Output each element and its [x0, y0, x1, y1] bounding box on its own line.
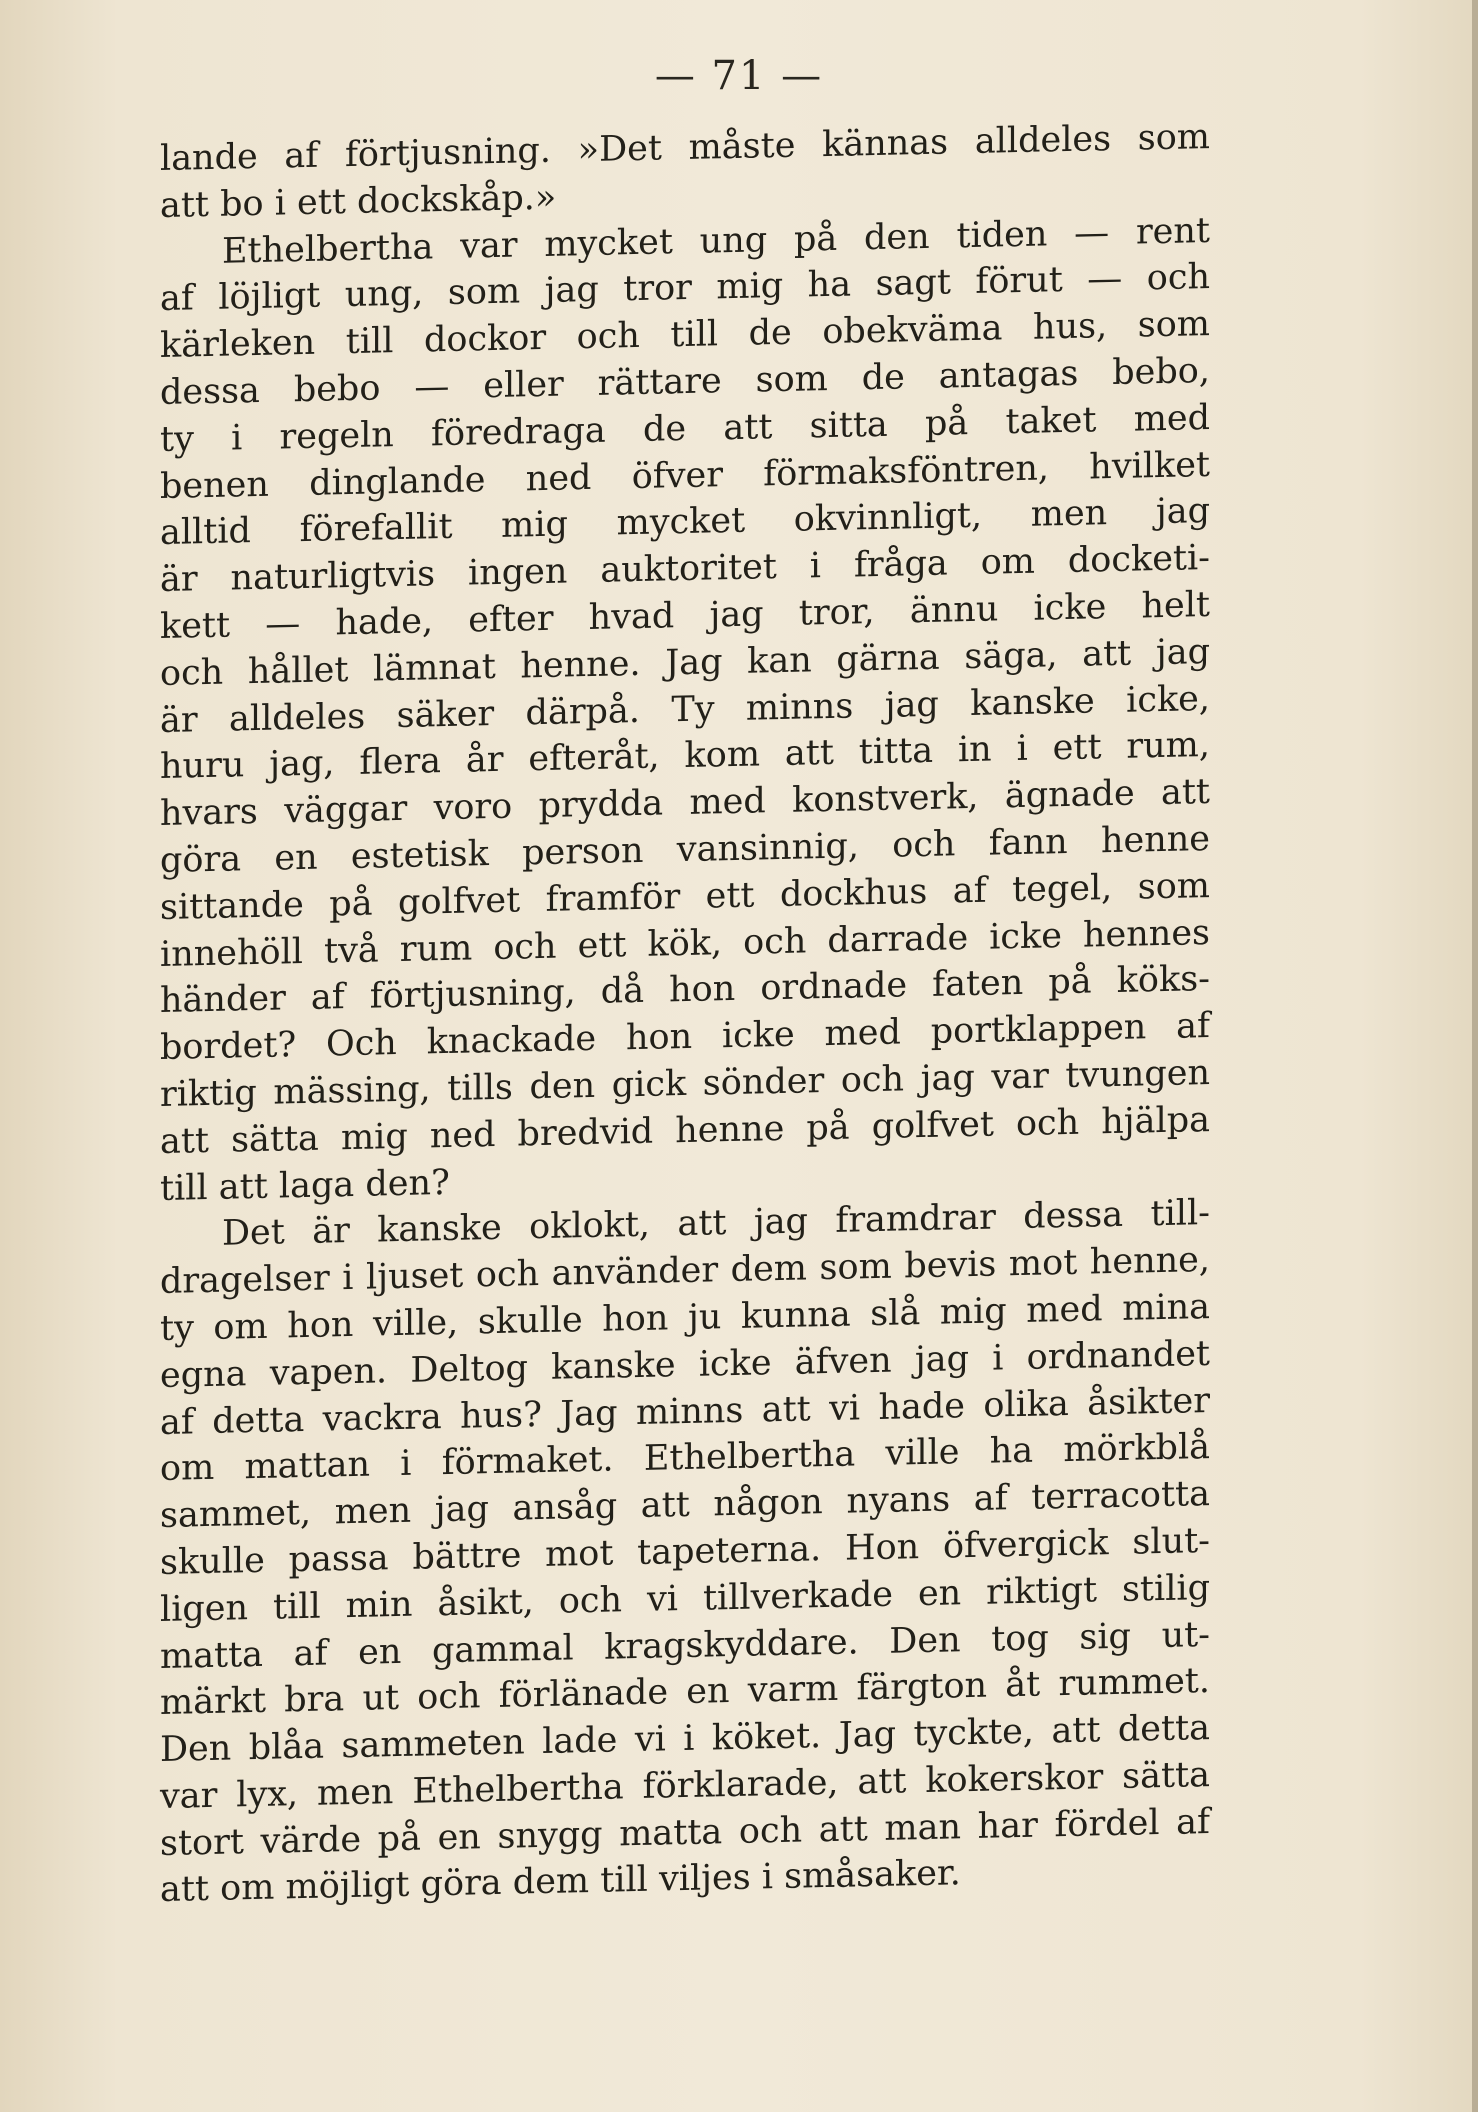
text-line: att bo i ett dockskåp.» — [160, 177, 557, 226]
text-line: huru jag, flera år efteråt, kom att titta in i ett rum, — [160, 725, 1210, 788]
text-line: att om möjligt göra dem till viljes i småsaker. — [160, 1853, 961, 1911]
text-line: benen dinglande ned öfver förmaksföntren, hvilket — [160, 444, 1210, 507]
text-line: ty i regeln föredraga de att sitta på taket med — [160, 397, 1210, 460]
text-line: om mattan i förmaket. Ethelbertha ville ha mörkblå — [160, 1427, 1210, 1490]
text-line: bordet? Och knackade hon icke med portklappen af — [160, 1006, 1210, 1069]
text-line: egna vapen. Deltog kanske icke äfven jag i ordnandet — [160, 1333, 1210, 1396]
text-line: dragelser i ljuset och använder dem som bevis mot henne, — [160, 1240, 1210, 1303]
text-line: till att laga den? — [160, 1162, 450, 1209]
paragraph-start-line: Ethelbertha var mycket ung på den tiden — rent — [222, 210, 1210, 272]
text-line: innehöll två rum och ett kök, och darrade icke hennes — [160, 912, 1210, 975]
text-line: af löjligt ung, som jag tror mig ha sagt förut — och — [160, 257, 1210, 320]
text-line: af detta vackra hus? Jag minns att vi hade olika åsikter — [160, 1380, 1210, 1443]
page-number: — 71 — — [654, 53, 824, 99]
text-line: Den blåa sammeten lade vi i köket. Jag tyckte, att detta — [160, 1708, 1210, 1771]
text-line: lande af förtjusning. »Det måste kännas alldeles som — [160, 117, 1210, 179]
text-line: skulle passa bättre mot tapeterna. Hon öfvergick slut- — [160, 1520, 1210, 1583]
text-line: göra en estetisk person vansinnig, och fann henne — [160, 818, 1210, 881]
text-line: alltid förefallit mig mycket okvinnligt, men jag — [160, 491, 1210, 554]
page-edge — [1472, 0, 1478, 2112]
text-line: och hållet lämnat henne. Jag kan gärna säga, att jag — [160, 631, 1210, 694]
text-line: sittande på golfvet framför ett dockhus af tegel, som — [160, 865, 1210, 928]
text-line: är naturligtvis ingen auktoritet i fråga om docketi- — [160, 538, 1210, 601]
text-line: händer af förtjusning, då hon ordnade faten på köks- — [160, 959, 1210, 1022]
text-line: sammet, men jag ansåg att någon nyans af terracotta — [160, 1474, 1210, 1537]
body-text — [160, 117, 1210, 1914]
text-line: var lyx, men Ethelbertha förklarade, att kokerskor sätta — [160, 1754, 1210, 1817]
text-line: stort värde på en snygg matta och att man har fördel af — [160, 1801, 1210, 1864]
text-line: dessa bebo — eller rättare som de antagas bebo, — [160, 350, 1210, 413]
text-line: kett — hade, efter hvad jag tror, ännu icke helt — [160, 584, 1210, 647]
text-line: ty om hon ville, skulle hon ju kunna slå mig med mina — [160, 1286, 1210, 1349]
text-line: märkt bra ut och förlänade en varm färgton åt rummet. — [160, 1661, 1210, 1724]
text-line: matta af en gammal kragskyddare. Den tog sig ut- — [160, 1614, 1210, 1677]
text-line: hvars väggar voro prydda med konstverk, ägnade att — [160, 772, 1210, 835]
text-line: kärleken till dockor och till de obekväma hus, som — [160, 304, 1210, 367]
text-line: ligen till min åsikt, och vi tillverkade en riktigt stilig — [160, 1567, 1210, 1630]
text-line: att sätta mig ned bredvid henne på golfvet och hjälpa — [160, 1099, 1210, 1162]
paragraph-start-line: Det är kanske oklokt, att jag framdrar dessa till- — [222, 1193, 1210, 1255]
text-line: riktig mässing, tills den gick sönder och jag var tvungen — [160, 1052, 1210, 1115]
text-line: är alldeles säker därpå. Ty minns jag kanske icke, — [160, 678, 1210, 741]
